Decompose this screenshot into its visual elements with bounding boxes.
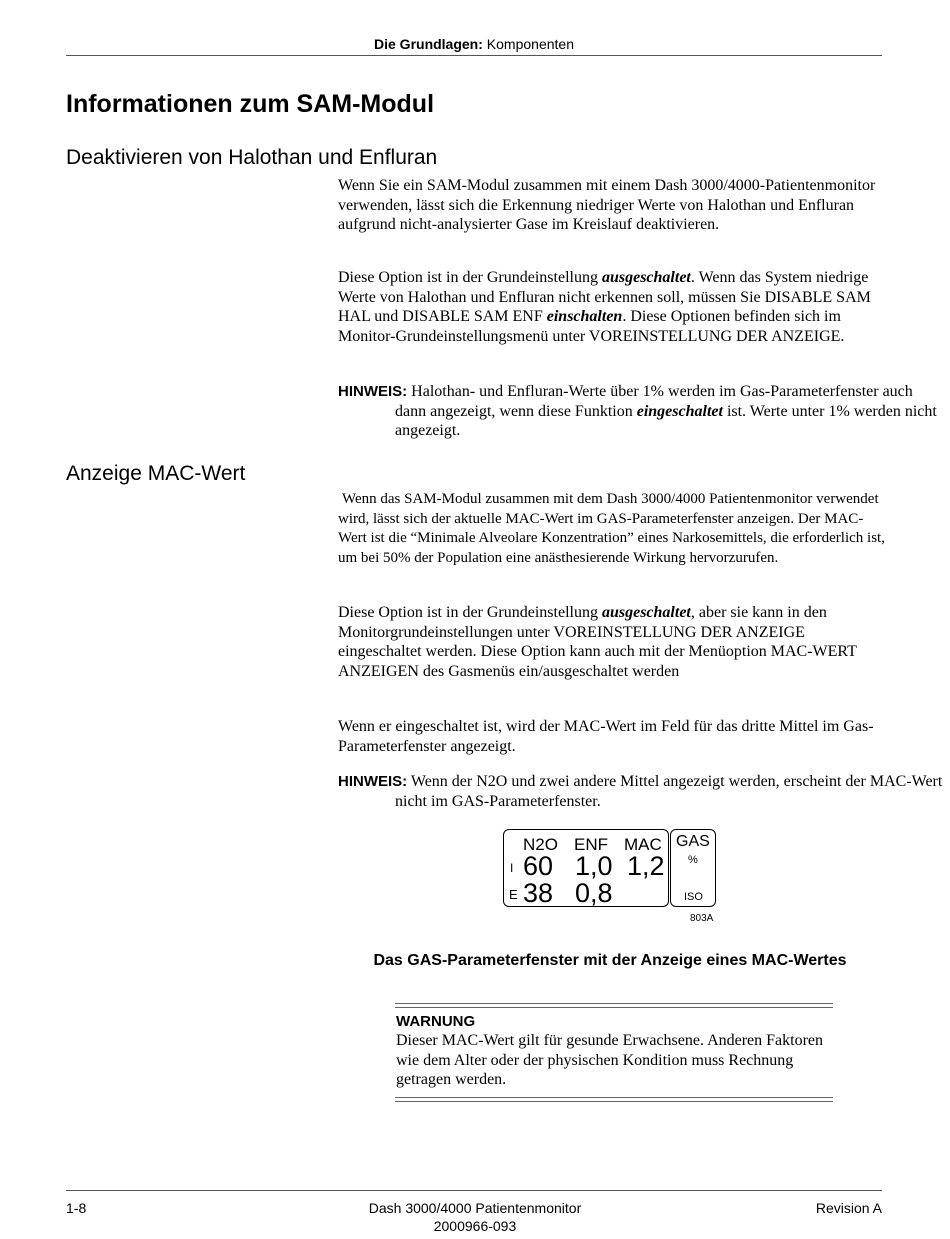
header-chapter: Die Grundlagen: <box>374 36 483 52</box>
footer-revision: Revision A <box>815 1200 882 1216</box>
note-halothan: HINWEIS: Halothan- und Enfluran-Werte über 1% werden im Gas-Parameterfenster auch dann angezeigt, wenn diese Funktion eingeschaltet ist. Werte unter 1% werden nicht angezeigt. <box>338 383 937 439</box>
figure-id: 803A <box>690 913 714 924</box>
value-n2o-inspired: 60 <box>523 851 554 881</box>
warning-rule-top-2 <box>395 1007 833 1008</box>
footer-rule <box>66 1190 882 1191</box>
row-label-expired: E <box>509 887 518 902</box>
warning-rule-bottom-2 <box>395 1101 833 1102</box>
note-label: HINWEIS: <box>338 773 408 790</box>
gas-side-unit: % <box>688 854 698 866</box>
footer-page-number: 1-8 <box>66 1200 87 1216</box>
paragraph-mac-intro: Wenn das SAM-Modul zusammen mit dem Dash 3000/4000 Patientenmonitor verwendet wird, lässt sich der aktuelle MAC-Wert im GAS-Parameterfenster anzeigen. Der MAC-Wert ist die “Minimale Alveolare Konzentration” eines Narkosemittels, die erforderlich ist, um bei 50% der Population eine anästhesierende Wirkung hervorzurufen. <box>338 491 885 566</box>
note-mac: HINWEIS: Wenn der N2O und zwei andere Mittel angezeigt werden, erscheint der MAC-Wert nicht im GAS-Parameterfenster. <box>338 773 943 810</box>
value-n2o-expired: 38 <box>523 878 554 908</box>
warning-text: Dieser MAC-Wert gilt für gesunde Erwachsene. Anderen Faktoren wie dem Alter oder der physischen Kondition muss Rechnung getragen werden. <box>396 1032 824 1088</box>
col-header-n2o: N2O <box>523 835 558 854</box>
paragraph-mac-enabled: Wenn er eingeschaltet ist, wird der MAC-Wert im Feld für das dritte Mittel im Gas-Parameterfenster angezeigt. <box>338 718 874 755</box>
header-section: Komponenten <box>486 36 574 52</box>
header-rule <box>66 55 882 56</box>
row-label-inspired: I <box>510 861 514 875</box>
value-mac: 1,2 <box>627 851 665 881</box>
warning-rule-top <box>395 1003 833 1004</box>
figure-caption: Das GAS-Parameterfenster mit der Anzeige eines MAC-Wertes <box>373 952 847 969</box>
gas-side-title: GAS <box>676 833 710 850</box>
warning-title: WARNUNG <box>396 1013 476 1030</box>
section-heading-deactivate: Deaktivieren von Halothan und Enfluran <box>66 146 438 169</box>
value-enf-inspired: 1,0 <box>575 851 613 881</box>
section-heading-mac: Anzeige MAC-Wert <box>66 462 246 485</box>
paragraph-deactivate-default: Diese Option ist in der Grundeinstellung ausgeschaltet. Wenn das System niedrige Werte von Halothan und Enfluran nicht erkennen soll, müssen Sie DISABLE SAM HAL und DISABLE SAM ENF einschalten. Diese Optionen befinden sich im Monitor-Grundeinstellungsmenü unter VOREINSTELLUNG DER ANZEIGE. <box>338 269 871 345</box>
page-title: Informationen zum SAM-Modul <box>66 90 435 118</box>
gas-side-agent: ISO <box>684 891 703 903</box>
col-header-enf: ENF <box>574 835 608 854</box>
note-label: HINWEIS: <box>338 383 408 400</box>
paragraph-deactivate-intro: Wenn Sie ein SAM-Modul zusammen mit einem Dash 3000/4000-Patientenmonitor verwenden, lässt sich die Erkennung niedriger Werte von Halothan und Enfluran aufgrund nicht-analysierter Gase im Kreislauf deaktivieren. <box>338 177 876 233</box>
col-header-mac: MAC <box>624 835 662 854</box>
footer-product: Dash 3000/4000 Patientenmonitor <box>368 1200 582 1216</box>
warning-rule-bottom <box>395 1097 833 1098</box>
gas-parameter-window <box>503 829 715 925</box>
value-enf-expired: 0,8 <box>575 878 613 908</box>
paragraph-mac-default: Diese Option ist in der Grundeinstellung ausgeschaltet, aber sie kann in den Monitorgrundeinstellungen unter VOREINSTELLUNG DER ANZEIGE eingeschaltet werden. Diese Option kann auch mit der Menüoption MAC-WERT ANZEIGEN des Gasmenüs ein/ausgeschaltet werden <box>338 604 857 680</box>
footer-doc-number: 2000966-093 <box>433 1218 517 1234</box>
page-header <box>66 36 882 52</box>
